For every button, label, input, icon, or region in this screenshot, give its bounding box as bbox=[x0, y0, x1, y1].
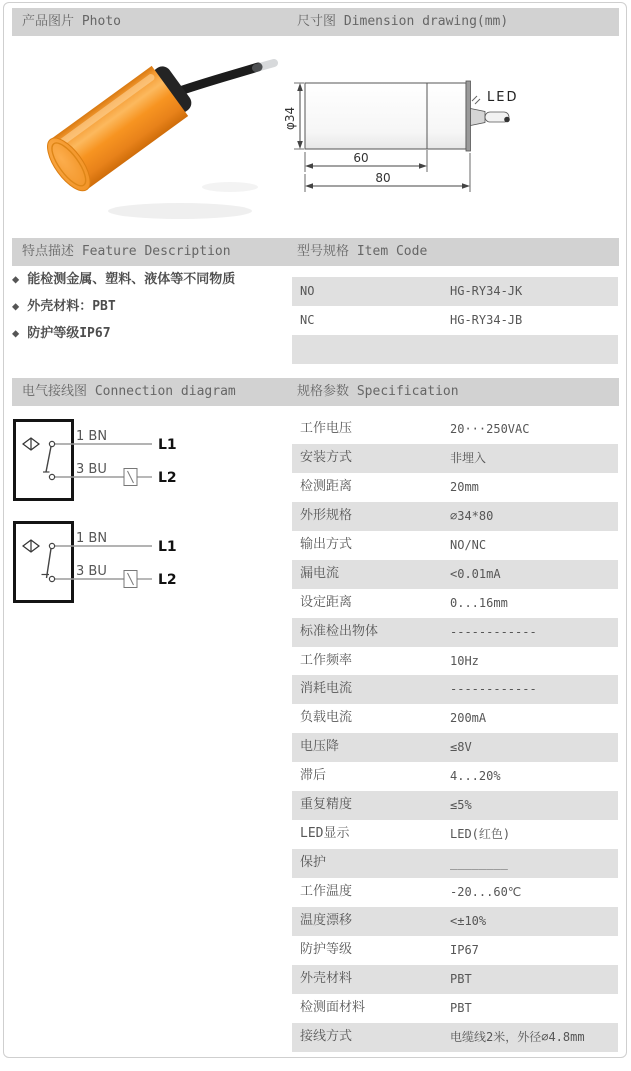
spec-label: 外壳材料 bbox=[300, 970, 353, 986]
spec-row bbox=[292, 762, 618, 791]
spec-value: PBT bbox=[450, 1000, 472, 1015]
arrow-up bbox=[297, 83, 303, 91]
wire1-label: 1 BN bbox=[76, 531, 108, 546]
spec-row bbox=[292, 791, 618, 820]
section-title-itemcode: 型号规格 Item Code bbox=[297, 244, 428, 259]
sensor-cable-fade bbox=[256, 63, 274, 68]
item-code-table bbox=[292, 277, 618, 364]
terminal1-label: L1 bbox=[158, 437, 177, 453]
section-title-specification: 规格参数 Specification bbox=[297, 384, 459, 399]
photo-shadow bbox=[108, 203, 252, 219]
spec-value: <±10% bbox=[450, 913, 487, 928]
spec-table bbox=[292, 415, 618, 1052]
dim-body-front bbox=[305, 83, 427, 149]
spec-value: LED(红色) bbox=[450, 827, 511, 842]
arrow-right-80 bbox=[462, 183, 470, 188]
led-tick-icon bbox=[472, 96, 480, 104]
feature-text: 防护等级IP67 bbox=[27, 326, 111, 341]
spec-row bbox=[292, 415, 618, 444]
spec-label: 接线方式 bbox=[300, 1028, 353, 1044]
item-code-row bbox=[292, 277, 618, 306]
dim-end-cap bbox=[466, 81, 471, 151]
spec-label: 设定距离 bbox=[300, 594, 353, 610]
dim-cable-gland bbox=[471, 109, 486, 126]
diameter-label: φ34 bbox=[283, 106, 297, 130]
spec-value: PBT bbox=[450, 971, 472, 986]
spec-value: ∅34*80 bbox=[450, 508, 494, 523]
photo-shadow-2 bbox=[202, 182, 258, 192]
spec-label: 防护等级 bbox=[300, 941, 353, 957]
spec-value: ≤8V bbox=[450, 740, 472, 755]
item-type: NC bbox=[300, 313, 315, 327]
spec-value: 电缆线2米，外径∅4.8mm bbox=[450, 1029, 585, 1044]
spec-label: 重复精度 bbox=[300, 797, 353, 813]
spec-value: ≤5% bbox=[450, 798, 472, 813]
spec-label: 安装方式 bbox=[300, 449, 353, 465]
spec-row bbox=[292, 675, 618, 704]
spec-label: 工作温度 bbox=[300, 884, 353, 899]
feature-item bbox=[12, 326, 290, 341]
spec-label: 漏电流 bbox=[300, 565, 340, 581]
spec-value: 10Hz bbox=[450, 653, 479, 668]
spec-value: 20mm bbox=[450, 479, 479, 494]
spec-value: 非埋入 bbox=[450, 450, 487, 465]
spec-value: 20···250VAC bbox=[450, 422, 530, 436]
spec-row bbox=[292, 733, 618, 762]
switch-arm bbox=[47, 549, 52, 579]
terminal2-label: L2 bbox=[158, 470, 177, 486]
section-title-photo: 产品图片 Photo bbox=[22, 14, 121, 29]
spec-row bbox=[292, 502, 618, 531]
total-length-label: 80 bbox=[375, 171, 391, 185]
spec-label: 检测面材料 bbox=[300, 999, 366, 1015]
spec-value: 0...16mm bbox=[450, 595, 508, 610]
contact-top bbox=[49, 543, 54, 548]
spec-value: -20...60℃ bbox=[450, 885, 522, 899]
spec-row bbox=[292, 647, 618, 676]
spec-row bbox=[292, 965, 618, 994]
feature-text: 能检测金属、塑料、液体等不同物质 bbox=[27, 272, 236, 287]
spec-row bbox=[292, 473, 618, 502]
item-code-row bbox=[292, 335, 618, 364]
item-code: HG-RY34-JK bbox=[450, 284, 523, 298]
spec-value: ------------ bbox=[450, 682, 537, 697]
spec-label: 电压降 bbox=[300, 739, 340, 755]
arrow-left-80 bbox=[305, 183, 313, 188]
sensor-symbol-icon bbox=[23, 438, 39, 450]
dimension-drawing bbox=[280, 62, 618, 207]
feature-list bbox=[12, 272, 290, 353]
spec-value: 4...20% bbox=[450, 769, 501, 784]
connection-diagram-nc bbox=[15, 523, 177, 602]
body-length-label: 60 bbox=[353, 151, 369, 165]
feature-item bbox=[12, 299, 290, 314]
section-title-dimension: 尺寸图 Dimension drawing(mm) bbox=[297, 14, 509, 29]
spec-label: LED显示 bbox=[300, 826, 350, 842]
spec-row bbox=[292, 936, 618, 965]
bullet-diamond-icon: ◆ bbox=[12, 299, 20, 313]
header-feature-itemcode bbox=[12, 238, 619, 266]
bullet-diamond-icon: ◆ bbox=[12, 326, 20, 340]
contact-bottom bbox=[49, 576, 54, 581]
spec-label: 温度漂移 bbox=[300, 912, 353, 928]
wire1-label: 1 BN bbox=[76, 429, 108, 444]
contact-top bbox=[49, 441, 54, 446]
dim-cable-end bbox=[504, 117, 510, 123]
wire2-label: 3 BU bbox=[76, 462, 107, 477]
spec-label: 工作频率 bbox=[300, 652, 353, 668]
spec-row bbox=[292, 1023, 618, 1052]
spec-row bbox=[292, 589, 618, 618]
sensor-symbol-icon bbox=[23, 540, 39, 552]
dim-body-rear bbox=[427, 83, 466, 149]
arrow-down bbox=[297, 141, 303, 149]
spec-value: ________ bbox=[450, 856, 508, 871]
spec-label: 外形规格 bbox=[300, 507, 353, 523]
wire2-label: 3 BU bbox=[76, 564, 107, 579]
spec-row bbox=[292, 531, 618, 560]
spec-row bbox=[292, 907, 618, 936]
bullet-diamond-icon: ◆ bbox=[12, 272, 20, 286]
spec-label: 消耗电流 bbox=[300, 681, 353, 697]
item-code: HG-RY34-JB bbox=[450, 313, 523, 327]
header-photo-dimension bbox=[12, 8, 619, 36]
spec-row bbox=[292, 618, 618, 647]
spec-value: 200mA bbox=[450, 711, 487, 726]
spec-row bbox=[292, 820, 618, 849]
spec-label: 工作电压 bbox=[300, 421, 353, 436]
contact-bottom bbox=[49, 474, 54, 479]
spec-value: ------------ bbox=[450, 624, 537, 639]
spec-value: NO/NC bbox=[450, 537, 487, 552]
terminal1-label: L1 bbox=[158, 539, 177, 555]
spec-label: 检测距离 bbox=[300, 478, 353, 494]
led-label: LED bbox=[487, 90, 519, 105]
spec-label: 输出方式 bbox=[300, 536, 353, 552]
arrow-left-60 bbox=[305, 163, 313, 168]
spec-label: 滞后 bbox=[300, 768, 327, 784]
spec-value: <0.01mA bbox=[450, 566, 501, 581]
spec-row bbox=[292, 704, 618, 733]
spec-label: 标准检出物体 bbox=[300, 623, 379, 639]
spec-row bbox=[292, 849, 618, 878]
sensor-body bbox=[40, 59, 198, 198]
arrow-right-60 bbox=[419, 163, 427, 168]
spec-label: 保护 bbox=[300, 855, 327, 871]
spec-row bbox=[292, 560, 618, 589]
product-photo bbox=[20, 45, 280, 230]
item-code-row bbox=[292, 306, 618, 335]
feature-item bbox=[12, 272, 290, 287]
connection-diagram bbox=[12, 415, 282, 615]
terminal2-label: L2 bbox=[158, 572, 177, 588]
spec-label: 负载电流 bbox=[300, 710, 353, 726]
section-title-features: 特点描述 Feature Description bbox=[22, 244, 231, 259]
spec-row bbox=[292, 994, 618, 1023]
feature-text: 外壳材料：PBT bbox=[27, 299, 116, 314]
connection-diagram-no bbox=[15, 421, 177, 500]
section-title-connection: 电气接线图 Connection diagram bbox=[22, 384, 236, 399]
item-type: NO bbox=[300, 284, 315, 298]
spec-value: IP67 bbox=[450, 942, 479, 957]
switch-arm bbox=[46, 447, 51, 473]
spec-row bbox=[292, 444, 618, 473]
spec-row bbox=[292, 878, 618, 907]
header-connection-spec bbox=[12, 378, 619, 406]
